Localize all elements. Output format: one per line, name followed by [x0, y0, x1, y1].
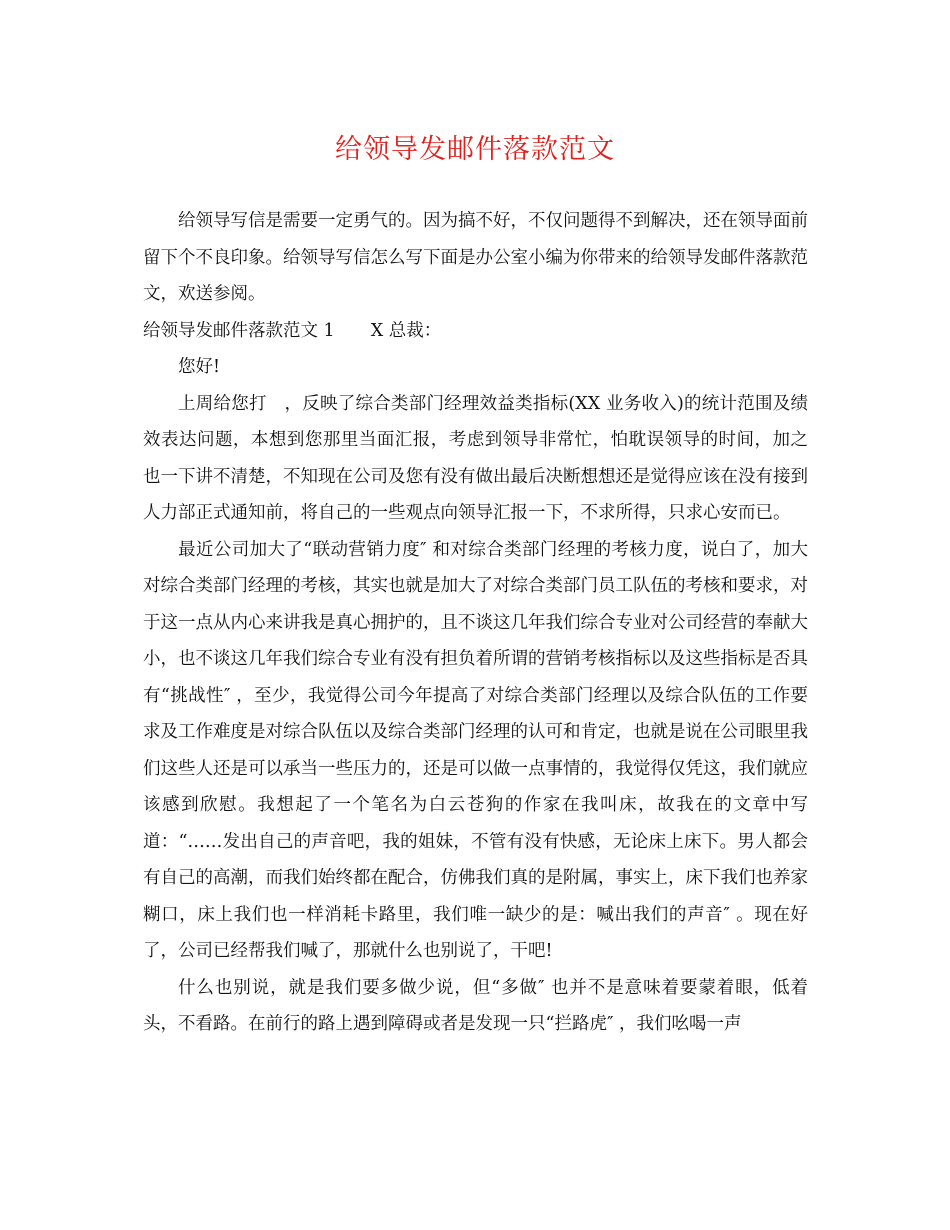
body-paragraph-3: 什么也别说，就是我们要多做少说，但“多做″ 也并不是意味着要蒙着眼，低着头，不看路。在前行的路上遇到障碍或者是发现一只“拦路虎″ ，我们吆喝一声 [143, 977, 808, 1034]
body-paragraph-1: 上周给您打 ，反映了综合类部门经理效益类指标(XX 业务收入)的统计范围及绩效表达问题，本想到您那里当面汇报，考虑到领导非常忙，怕耽误领导的时间，加之 也一下讲不清楚，不知现在公司及您有没有做出最后决断想想还是觉得应该在没有接到人力部正式通知前，将自己的一些观点向领导汇报一下，不求所得，只求心安而已。 [143, 393, 826, 523]
section-heading-line [143, 313, 808, 350]
document-title: 给领导发邮件落款范文 [335, 134, 615, 165]
intro-paragraph: 给领导写信是需要一定勇气的。因为搞不好，不仅问题得不到解决，还在领导面前留下个不良印象。给领导写信怎么写下面是办公室小编为你带来的给领导发邮件落款范文，欢送参阅。 [143, 211, 808, 304]
document-body [143, 203, 826, 1043]
addressee: X 总裁： [370, 320, 442, 341]
body-paragraph-2: 最近公司加大了“联动营销力度″ 和对综合类部门经理的考核力度，说白了，加大对综合类部门经理的考核，其实也就是加大了对综合类部门员工队伍的考核和要求，对于这一点从内心来讲我是真心拥护的，且不谈这几年我们综合专业对公司经营的奉献大小，也不谈这几年我们综合专业有没有担负着所谓的营销考核指标以及这些指标是否具有“挑战性″ ，至少，我觉得公司今年提高了对综合类部门经理以及综合队伍的工作要求及工作难度是对综合队伍以及综合类部门经理的认可和肯定，也就是说在公司眼里我们这些人还是可以承当一些压力的，还是可以做一点事情的，我觉得仅凭这，我们就应该感到欣慰。我想起了一个笔名为白云苍狗的作家在我叫床，故我在的文章中写道：“……发出自己的声音吧，我的姐妹，不管有没有快感，无论床上床下。男人都会有自己的高潮，而我们始终都在配合，仿佛我们真的是附属，事实上，床下我们也养家糊口，床上我们也一样消耗卡路里，我们唯一缺少的是：喊出我们的声音″ 。现在好了，公司已经帮我们喊了，那就什么也别说了，干吧! [143, 539, 808, 961]
greeting: 您好! [178, 357, 221, 377]
section-heading: 给领导发邮件落款范文 1 [143, 320, 335, 341]
